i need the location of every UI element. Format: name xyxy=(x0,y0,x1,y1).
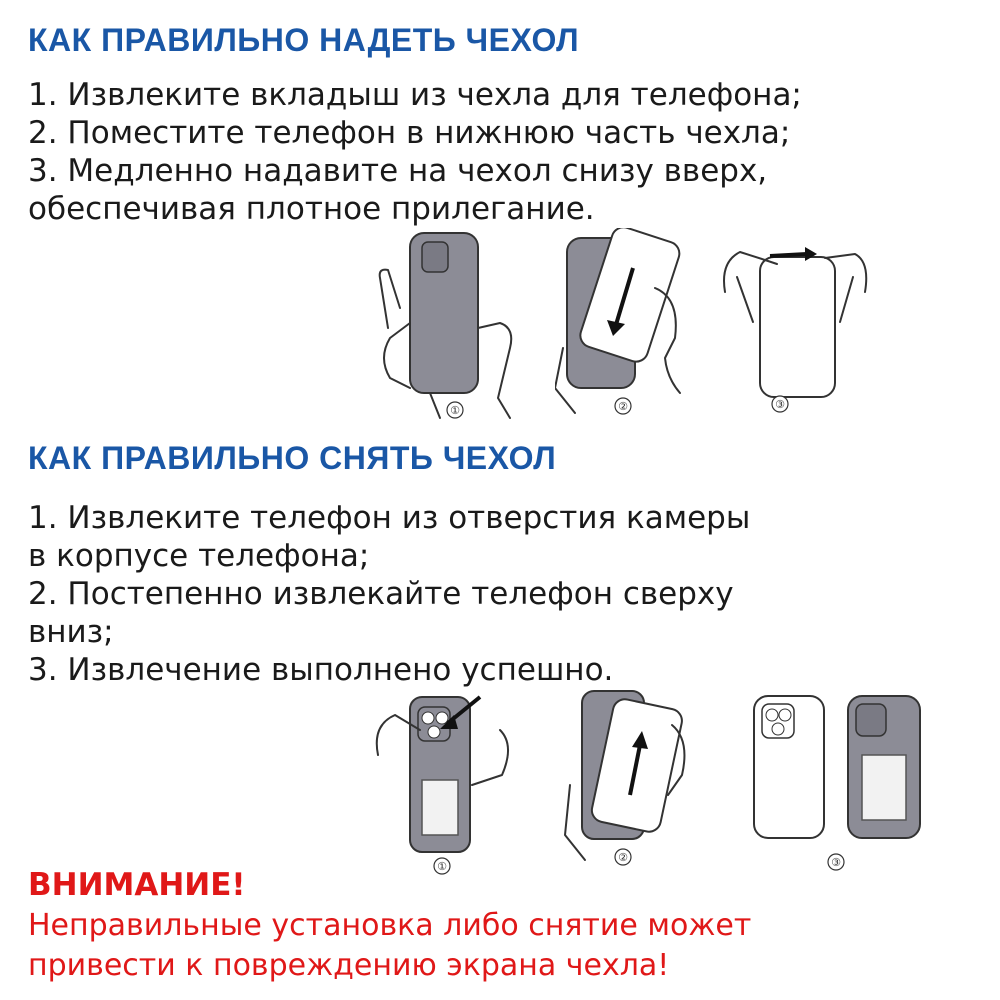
install-step-3-cont: обеспечивая плотное прилегание. xyxy=(28,191,595,227)
remove-step-2: 2. Постепенно извлекайте телефон сверху xyxy=(28,576,734,612)
remove-figure-2-label: ② xyxy=(618,851,628,864)
install-figure-1-label: ① xyxy=(450,404,460,417)
warning-line-2: привести к повреждению экрана чехла! xyxy=(28,948,670,983)
install-title: КАК ПРАВИЛЬНО НАДЕТЬ ЧЕХОЛ xyxy=(28,22,580,58)
install-step-3: 3. Медленно надавите на чехол снизу вверх, xyxy=(28,153,768,189)
install-figure-3 xyxy=(715,232,875,422)
install-step-1: 1. Извлеките вкладыш из чехла для телефона; xyxy=(28,77,802,113)
phone-light xyxy=(760,257,835,397)
remove-steps xyxy=(28,499,750,689)
remove-figure-1-label: ① xyxy=(437,860,447,873)
remove-figure-1 xyxy=(370,685,520,880)
remove-step-3: 3. Извлечение выполнено успешно. xyxy=(28,652,614,688)
install-step-2: 2. Поместите телефон в нижнюю часть чехла; xyxy=(28,115,791,151)
install-figure-2 xyxy=(555,228,705,428)
install-figure-3-label: ③ xyxy=(775,398,785,411)
remove-figure-3 xyxy=(742,690,932,880)
warning-text xyxy=(28,906,751,986)
warning-title: ВНИМАНИЕ! xyxy=(28,867,246,903)
remove-figure-2 xyxy=(560,685,710,880)
remove-title: КАК ПРАВИЛЬНО СНЯТЬ ЧЕХОЛ xyxy=(28,440,557,476)
remove-step-2-cont: вниз; xyxy=(28,614,114,650)
warning-line-1: Неправильные установка либо снятие может xyxy=(28,908,752,943)
remove-figure-3-label: ③ xyxy=(831,856,841,869)
install-figure-1 xyxy=(370,228,520,428)
remove-step-1-cont: в корпусе телефона; xyxy=(28,538,370,574)
install-figure-2-label: ② xyxy=(618,400,628,413)
install-steps xyxy=(28,76,802,228)
remove-step-1: 1. Извлеките телефон из отверстия камеры xyxy=(28,500,751,536)
